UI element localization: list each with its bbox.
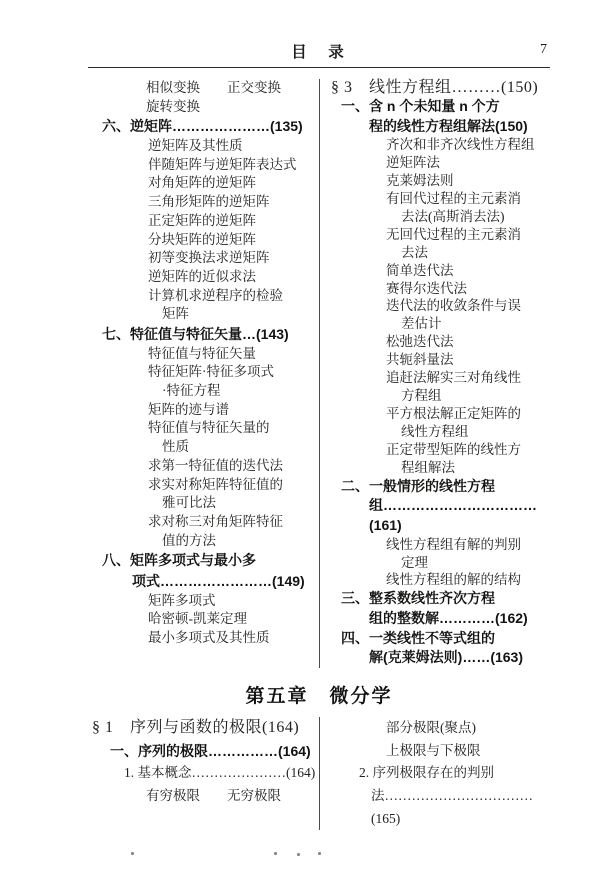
toc-line: 二、一般情形的线性方程 [341, 477, 495, 494]
toc-line: 矩阵多项式 [148, 592, 216, 608]
toc-line: 初等变换法求逆矩阵 [148, 250, 270, 266]
toc-line: 特征矩阵·特征多项式 [148, 364, 274, 380]
toc-line: 上极限与下极限 [386, 742, 481, 758]
toc-line: 性质 [162, 439, 189, 455]
toc-line: 松弛迭代法 [386, 334, 454, 350]
toc-line: 追赶法解实三对角线性 [386, 370, 521, 386]
scan-speck [318, 852, 321, 855]
toc-page [88, 40, 550, 830]
chapter-left-column [88, 717, 317, 830]
toc-line: 三角形矩阵的逆矩阵 [148, 194, 270, 210]
toc-line: 线性方程组的解的结构 [386, 572, 521, 588]
toc-line: 赛得尔迭代法 [386, 280, 467, 296]
chapter-title: 第五章 微分学 [245, 686, 393, 708]
toc-line: 1. 基本概念…………………(164) [124, 765, 316, 781]
toc-line: 克莱姆法则 [386, 173, 454, 189]
toc-line: 一、含 n 个未知量 n 个方 [341, 97, 500, 114]
toc-line: 有回代过程的主元素消 [386, 191, 521, 207]
toc-line: 逆矩阵的近似求法 [148, 268, 256, 284]
toc-line: 部分极限(聚点) [386, 720, 476, 736]
toc-line: § 1 序列与函数的极限(164) [92, 719, 300, 737]
toc-line: ·特征方程 [162, 383, 221, 399]
toc-line: 分块矩阵的逆矩阵 [148, 231, 256, 247]
toc-columns [88, 79, 550, 668]
toc-line: 2. 序列极限存在的判别 [359, 765, 494, 781]
toc-line: 相似变换 正交变换 [146, 80, 281, 95]
toc-line: 四、一类线性不等式组的 [341, 629, 495, 646]
toc-line: 去法 [401, 244, 428, 260]
toc-line: 矩阵 [162, 306, 189, 322]
toc-line: 六、逆矩阵…………………(135) [102, 118, 303, 135]
toc-line: § 3 线性方程组………(150) [331, 79, 539, 96]
toc-line: 程组解法 [401, 459, 455, 475]
scan-speck [297, 853, 300, 856]
page-title: 目 录 [291, 44, 347, 61]
toc-line: 法……………………………(165) [371, 787, 533, 826]
toc-line: 特征值与特征矢量 [148, 345, 256, 361]
toc-line: 有穷极限 无穷极限 [146, 787, 281, 803]
scan-speck [131, 852, 134, 855]
toc-line: 逆矩阵法 [386, 155, 440, 171]
toc-line: 线性方程组有解的判别 [386, 536, 521, 552]
header-rule [88, 67, 550, 68]
toc-line: 正定矩阵的逆矩阵 [148, 212, 256, 228]
toc-line: 线性方程组 [401, 423, 469, 439]
toc-line: 齐次和非齐次线性方程组 [386, 137, 535, 153]
toc-line: 组的整数解…………(162) [369, 610, 528, 627]
page-number: 7 [540, 42, 547, 57]
toc-line: 求对称三对角矩阵特征 [148, 513, 283, 529]
toc-line: 求实对称矩阵特征值的 [148, 476, 283, 492]
chapter-right-column [319, 717, 550, 830]
toc-line: 项式……………………(149) [132, 572, 305, 589]
toc-line: 平方根法解正定矩阵的 [386, 405, 521, 421]
toc-line: 对角矩阵的逆矩阵 [148, 175, 256, 191]
toc-line: 计算机求逆程序的检验 [148, 287, 283, 303]
toc-line: 程的线性方程组解法(150) [369, 117, 528, 134]
toc-line: 哈密顿-凯莱定理 [148, 611, 247, 627]
toc-right-column [319, 79, 550, 668]
toc-line: 七、特征值与特征矢量…(143) [102, 326, 289, 343]
toc-line: 伴随矩阵与逆矩阵表达式 [148, 156, 297, 172]
toc-line: 简单迭代法 [386, 262, 454, 278]
toc-line: 迭代法的收敛条件与误 [386, 298, 521, 314]
toc-left-column [88, 79, 317, 668]
toc-line: 去法(高斯消去法) [401, 208, 505, 224]
toc-line: 方程组 [401, 388, 442, 403]
toc-line: 正定带型矩阵的线性方 [386, 441, 521, 457]
toc-line: 三、整系数线性齐次方程 [341, 590, 495, 607]
toc-line: 无回代过程的主元素消 [386, 226, 521, 242]
toc-line: 最小多项式及其性质 [148, 629, 270, 645]
toc-line: 逆矩阵及其性质 [148, 138, 243, 153]
toc-line: 值的方法 [162, 532, 216, 548]
toc-line: 共轭斜量法 [386, 352, 454, 368]
toc-line: 求第一特征值的迭代法 [148, 457, 283, 473]
toc-line: 旋转变换 [146, 98, 200, 114]
toc-line: 矩阵的迹与谱 [148, 401, 229, 417]
toc-line: 八、矩阵多项式与最小多 [102, 552, 256, 569]
toc-line: 特征值与特征矢量的 [148, 420, 270, 436]
scan-speck [274, 852, 277, 855]
toc-line: 雅可比法 [162, 495, 216, 511]
running-head [88, 40, 550, 64]
toc-line: 组……………………………(161) [369, 497, 537, 533]
chapter-columns [88, 717, 550, 830]
toc-line: 定理 [401, 554, 428, 570]
toc-line: 差估计 [401, 316, 442, 332]
toc-line: 解(克莱姆法则)……(163) [369, 649, 524, 666]
toc-line: 一、序列的极限……………(164) [110, 742, 311, 759]
